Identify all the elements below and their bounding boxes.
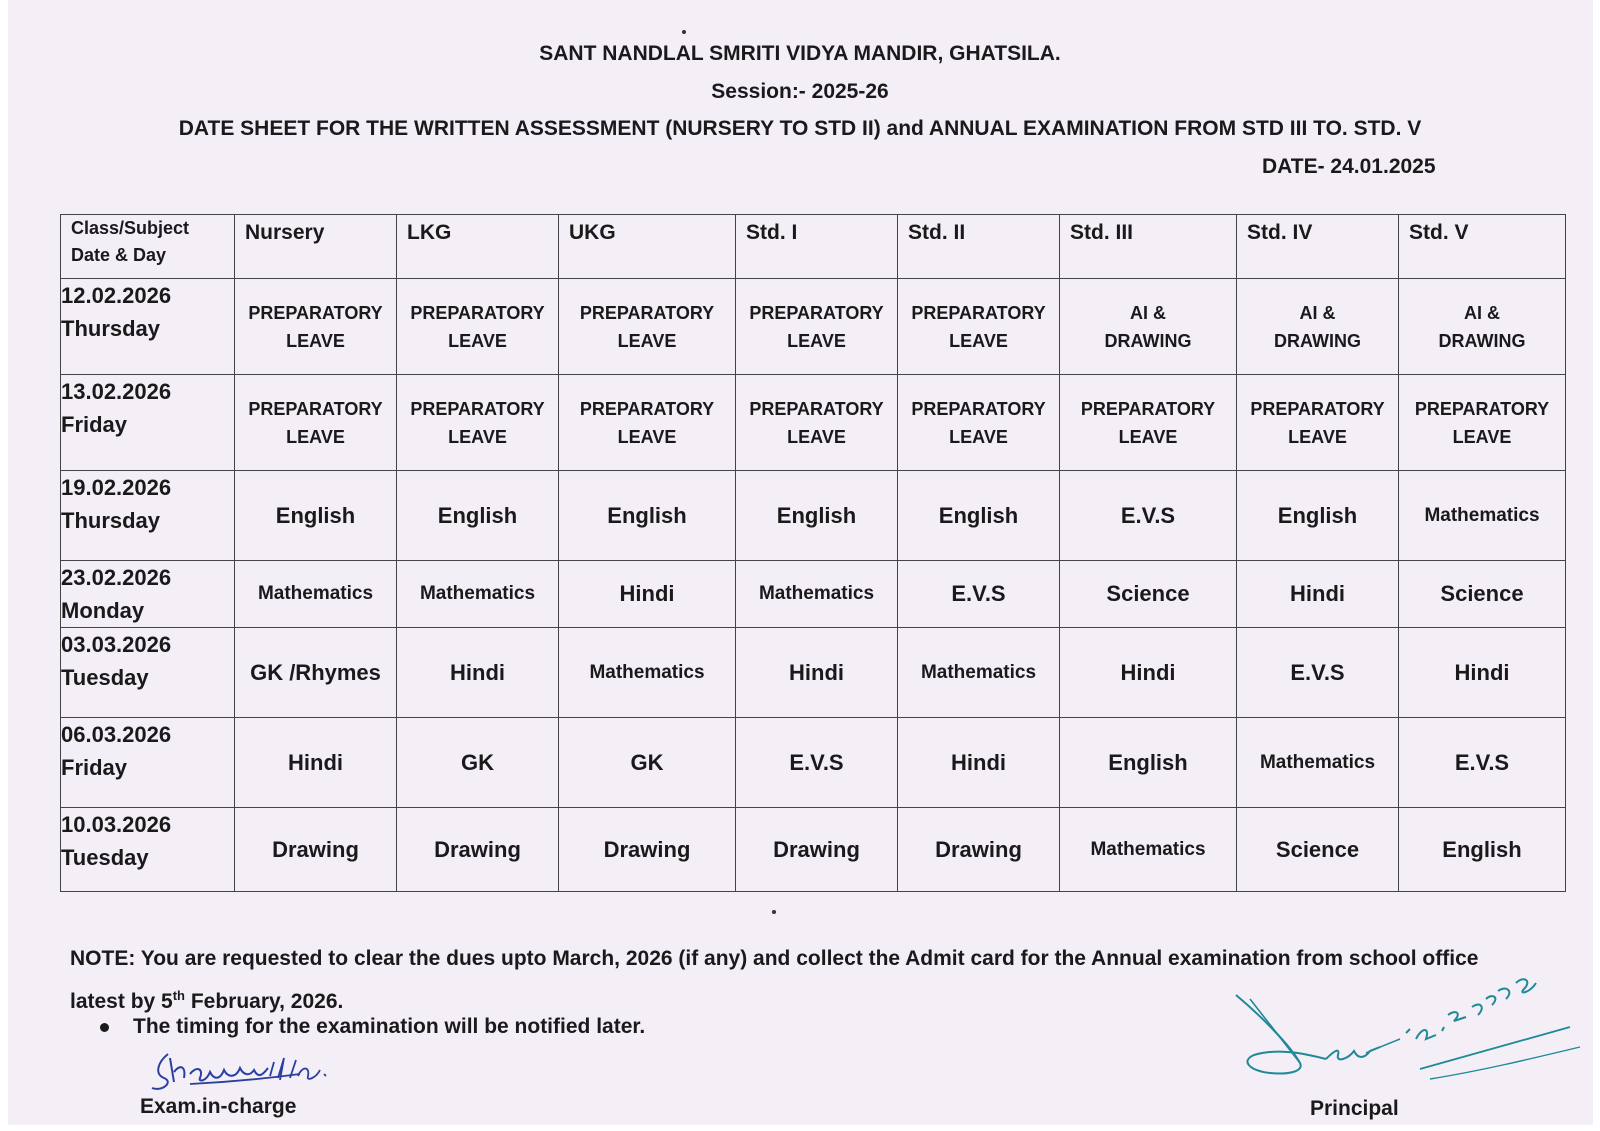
subject-cell (397, 279, 559, 375)
subject-line: LEAVE (1118, 426, 1178, 447)
table-row (61, 718, 1566, 808)
subject-line: LEAVE (448, 426, 507, 447)
subject-line: PREPARATORY (410, 398, 545, 419)
subject-cell: Hindi (559, 561, 736, 628)
subject-cell: E.V.S (736, 718, 898, 808)
subject-cell: Drawing (235, 808, 397, 892)
speck (682, 30, 686, 34)
subject-line: PREPARATORY (911, 302, 1046, 323)
subject-cell: English (235, 471, 397, 561)
class-header-std-1: Std. I (736, 215, 898, 279)
principal-signature (1230, 955, 1590, 1095)
table-row (61, 279, 1566, 375)
subject-line: LEAVE (448, 330, 507, 351)
class-header-std-2: Std. II (898, 215, 1060, 279)
subject-cell: Mathematics (559, 628, 736, 718)
exam-day: Friday (61, 412, 128, 437)
subject-line: LEAVE (286, 330, 345, 351)
subject-cell: Science (1060, 561, 1237, 628)
subject-cell (736, 279, 898, 375)
corner-line-class-subject: Class/Subject (71, 218, 190, 238)
subject-line: LEAVE (1288, 426, 1347, 447)
subject-cell: E.V.S (1399, 718, 1566, 808)
subject-cell: Hindi (1237, 561, 1399, 628)
subject-cell: Drawing (898, 808, 1060, 892)
sheet-title: DATE SHEET FOR THE WRITTEN ASSESSMENT (NURSERY TO STD II) and ANNUAL EXAMINATION FROM STD III TO. STD. V (178, 117, 1422, 140)
class-header-std-4: Std. IV (1237, 215, 1399, 279)
subject-line: PREPARATORY (248, 398, 383, 419)
subject-cell: English (1399, 808, 1566, 892)
subject-cell (1060, 279, 1237, 375)
table-row (61, 561, 1566, 628)
session-line: Session:- 2025-26 (711, 80, 889, 103)
subject-cell: Science (1237, 808, 1399, 892)
date-cell (61, 471, 235, 561)
subject-line: LEAVE (949, 330, 1008, 351)
note-superscript: th (172, 988, 185, 1003)
corner-line-date-day: Date & Day (71, 245, 167, 265)
school-name: SANT NANDLAL SMRITI VIDYA MANDIR, GHATSILA. (539, 42, 1061, 65)
speck (772, 910, 776, 914)
date-cell (61, 279, 235, 375)
subject-cell: GK (397, 718, 559, 808)
corner-header (61, 215, 235, 279)
class-header-nursery: Nursery (235, 215, 397, 279)
subject-cell (1237, 375, 1399, 471)
subject-cell: Hindi (397, 628, 559, 718)
class-header-ukg: UKG (559, 215, 736, 279)
bullet-item (100, 1015, 645, 1039)
exam-day: Monday (61, 598, 145, 623)
subject-line: LEAVE (617, 330, 677, 351)
subject-cell (898, 279, 1060, 375)
subject-cell (736, 375, 898, 471)
subject-cell (1060, 375, 1237, 471)
subject-cell: Hindi (1399, 628, 1566, 718)
date-sheet-table (60, 214, 1566, 892)
subject-line: PREPARATORY (579, 398, 715, 419)
subject-cell: Mathematics (1399, 471, 1566, 561)
subject-cell: GK (559, 718, 736, 808)
subject-line: DRAWING (1104, 330, 1192, 351)
class-header-std-5: Std. V (1399, 215, 1566, 279)
class-header-std-3: Std. III (1060, 215, 1237, 279)
subject-cell: Hindi (1060, 628, 1237, 718)
subject-cell: English (898, 471, 1060, 561)
subject-line: PREPARATORY (749, 302, 884, 323)
subject-line: LEAVE (617, 426, 677, 447)
subject-cell: English (736, 471, 898, 561)
subject-cell: Mathematics (235, 561, 397, 628)
exam-day: Thursday (61, 316, 161, 341)
subject-line: PREPARATORY (1414, 398, 1550, 419)
principal-label: Principal (1310, 1097, 1399, 1120)
exam-day: Thursday (61, 508, 161, 533)
subject-line: LEAVE (787, 330, 846, 351)
exam-date: 12.02.2026 (61, 283, 172, 308)
exam-date: 13.02.2026 (61, 379, 172, 404)
subject-cell (397, 375, 559, 471)
subject-cell: Mathematics (1237, 718, 1399, 808)
subject-cell: E.V.S (898, 561, 1060, 628)
subject-line: PREPARATORY (749, 398, 884, 419)
subject-cell: Mathematics (898, 628, 1060, 718)
subject-cell: Hindi (898, 718, 1060, 808)
subject-line: DRAWING (1438, 330, 1526, 351)
subject-cell: Hindi (235, 718, 397, 808)
exam-day: Tuesday (61, 845, 149, 870)
subject-cell: English (1237, 471, 1399, 561)
subject-cell (898, 375, 1060, 471)
exam-date: 23.02.2026 (61, 565, 172, 590)
subject-cell: Hindi (736, 628, 898, 718)
subject-cell: English (559, 471, 736, 561)
issue-date: DATE- 24.01.2025 (1262, 155, 1436, 178)
table-row (61, 375, 1566, 471)
subject-line: LEAVE (949, 426, 1008, 447)
subject-line: PREPARATORY (579, 302, 715, 323)
subject-cell: Drawing (397, 808, 559, 892)
table-row (61, 471, 1566, 561)
subject-line: AI & (1299, 302, 1336, 323)
subject-line: DRAWING (1274, 330, 1361, 351)
subject-cell (1237, 279, 1399, 375)
exam-date: 19.02.2026 (61, 475, 172, 500)
subject-line: LEAVE (787, 426, 846, 447)
subject-cell: English (397, 471, 559, 561)
subject-line: PREPARATORY (911, 398, 1046, 419)
date-cell (61, 718, 235, 808)
exam-incharge-signature (140, 1048, 380, 1098)
exam-day: Friday (61, 755, 128, 780)
note-text-part2: February, 2026. (185, 990, 344, 1013)
exam-incharge-label: Exam.in-charge (140, 1095, 297, 1118)
subject-cell: English (1060, 718, 1237, 808)
subject-cell: Drawing (736, 808, 898, 892)
date-cell (61, 561, 235, 628)
subject-cell: E.V.S (1237, 628, 1399, 718)
date-cell (61, 628, 235, 718)
subject-cell (235, 375, 397, 471)
exam-date: 06.03.2026 (61, 722, 172, 747)
exam-date: 03.03.2026 (61, 632, 172, 657)
subject-line: PREPARATORY (1250, 398, 1385, 419)
subject-line: AI & (1130, 302, 1166, 323)
subject-line: LEAVE (1452, 426, 1512, 447)
subject-cell (559, 279, 736, 375)
subject-cell: Mathematics (1060, 808, 1237, 892)
subject-cell (235, 279, 397, 375)
subject-cell: E.V.S (1060, 471, 1237, 561)
note-text-part1: NOTE: You are requested to clear the dues upto March, 2026 (if any) and collect the Admit card for the Annual examination from school office latest by 5 (70, 947, 1479, 1013)
exam-date: 10.03.2026 (61, 812, 172, 837)
subject-line: PREPARATORY (410, 302, 545, 323)
class-header-lkg: LKG (397, 215, 559, 279)
subject-cell: Science (1399, 561, 1566, 628)
subject-line: LEAVE (286, 426, 345, 447)
subject-cell: Mathematics (736, 561, 898, 628)
date-cell (61, 808, 235, 892)
subject-cell (559, 375, 736, 471)
subject-cell: Drawing (559, 808, 736, 892)
exam-day: Tuesday (61, 665, 149, 690)
table-row (61, 808, 1566, 892)
date-cell (61, 375, 235, 471)
subject-line: PREPARATORY (248, 302, 383, 323)
subject-cell (1399, 279, 1566, 375)
bullet-text: The timing for the examination will be notified later. (133, 1015, 646, 1038)
subject-cell: GK /Rhymes (235, 628, 397, 718)
table-header-row (61, 215, 1566, 279)
table-row (61, 628, 1566, 718)
bullet-dot-icon (100, 1023, 109, 1032)
subject-line: AI & (1464, 302, 1500, 323)
subject-cell (1399, 375, 1566, 471)
subject-cell: Mathematics (397, 561, 559, 628)
subject-line: PREPARATORY (1080, 398, 1216, 419)
